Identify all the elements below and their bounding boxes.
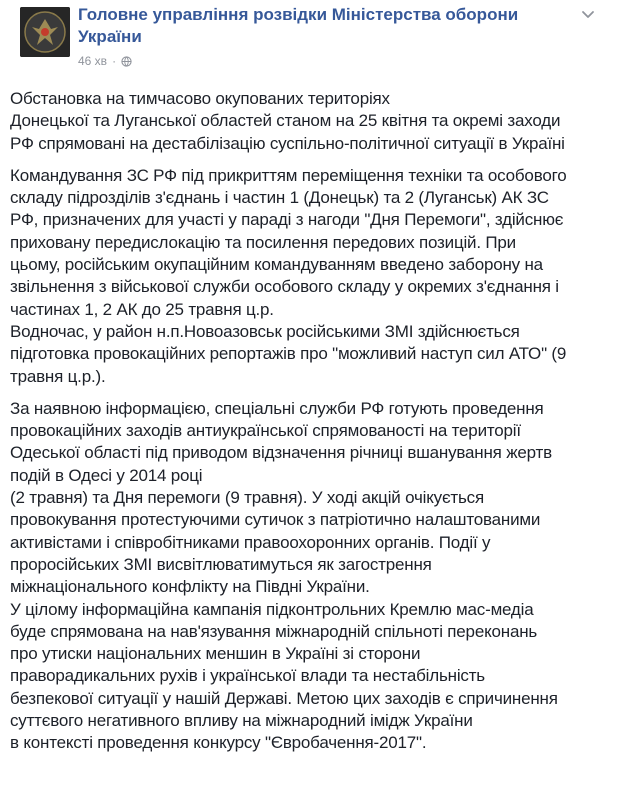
text-line: проросійських ЗМІ висвітлюватимуться як загострення — [10, 554, 432, 574]
text-line: праворадикальних рухів і української влади та нестабільність — [10, 666, 485, 686]
text-line: активістами і співробітниками правоохоронних органів. Події у — [10, 532, 491, 552]
meta-separator: · — [112, 54, 117, 68]
text-line: (2 травня) та Дня перемоги (9 травня). У ході акцій очікується — [10, 488, 484, 508]
text-line: буде спрямована на нав'язування міжнародній спільноті переконань — [10, 621, 538, 641]
text-line: звільнення з військової служби особового складу у окремих з'єднання і — [10, 277, 559, 297]
text-line: травня ц.р.). — [10, 366, 106, 386]
text-line: суттєвого негативного впливу на міжнародний імідж України — [10, 711, 473, 731]
text-line: приховану передислокацію та посилення передових позицій. При — [10, 232, 516, 252]
timestamp-link[interactable]: 46 хв — [78, 54, 108, 68]
post-paragraph — [10, 165, 614, 388]
text-line: частинах 1, 2 АК до 25 травня ц.р. — [10, 299, 274, 319]
text-line: безпекової ситуації у нашій Державі. Метою цих заходів є спричинення — [10, 688, 558, 708]
chevron-down-icon[interactable] — [580, 6, 596, 22]
page-name-line: Головне управління розвідки Міністерства оборони — [78, 5, 519, 24]
intelligence-emblem-icon — [20, 7, 70, 57]
page-name-line: України — [78, 27, 142, 46]
post-paragraph — [10, 398, 614, 755]
text-line: За наявною інформацією, спеціальні служби РФ готують проведення — [10, 398, 544, 418]
post-meta — [78, 54, 132, 68]
text-line: в контексті проведення конкурсу "Євробачення-2017". — [10, 733, 427, 753]
text-line: складу підрозділів з'єднань і частин 1 (Донецьк) та 2 (Луганськ) АК ЗС — [10, 188, 549, 208]
text-line: провокування протестуючими сутичок з патріотично налаштованими — [10, 510, 541, 530]
post-header — [10, 0, 610, 80]
text-line: подій в Одесі у 2014 році — [10, 465, 203, 485]
text-line: Донецької та Луганської областей станом на 25 квітня та окремі заходи — [10, 111, 561, 131]
text-line: РФ спрямовані на дестабілізацію суспільно-політичної ситуації в Україні — [10, 133, 565, 153]
page-avatar[interactable] — [20, 7, 70, 57]
page-name-link[interactable] — [78, 4, 578, 48]
text-line: міжнаціонального конфлікту на Півдні України. — [10, 577, 370, 597]
globe-icon — [121, 56, 132, 67]
text-line: Обстановка на тимчасово окупованих територіях — [10, 89, 390, 108]
text-line: про утиски національних меншин в Україні зі сторони — [10, 644, 421, 664]
text-line: У цілому інформаційна кампанія підконтрольних Кремлю мас-медіа — [10, 599, 534, 619]
text-line: підготовка провокаційних репортажів про "можливий наступ сил АТО" (9 — [10, 344, 567, 364]
text-line: цьому, російським окупаційним командуванням введено заборону на — [10, 255, 543, 275]
text-line: провокаційних заходів антиукраїнської спрямованості на території — [10, 421, 521, 441]
text-line: Одеської області під приводом відзначення річниці вшанування жертв — [10, 443, 552, 463]
text-line: РФ, призначених для участі у параді з нагоди "Дня Перемоги", здійснює — [10, 210, 564, 230]
text-line: Командування ЗС РФ під прикриттям переміщення техніки та особового — [10, 165, 567, 185]
text-line: Водночас, у район н.п.Новоазовськ російськими ЗМІ здійснюється — [10, 321, 520, 341]
post-paragraph — [10, 88, 614, 155]
post-body — [10, 88, 614, 755]
